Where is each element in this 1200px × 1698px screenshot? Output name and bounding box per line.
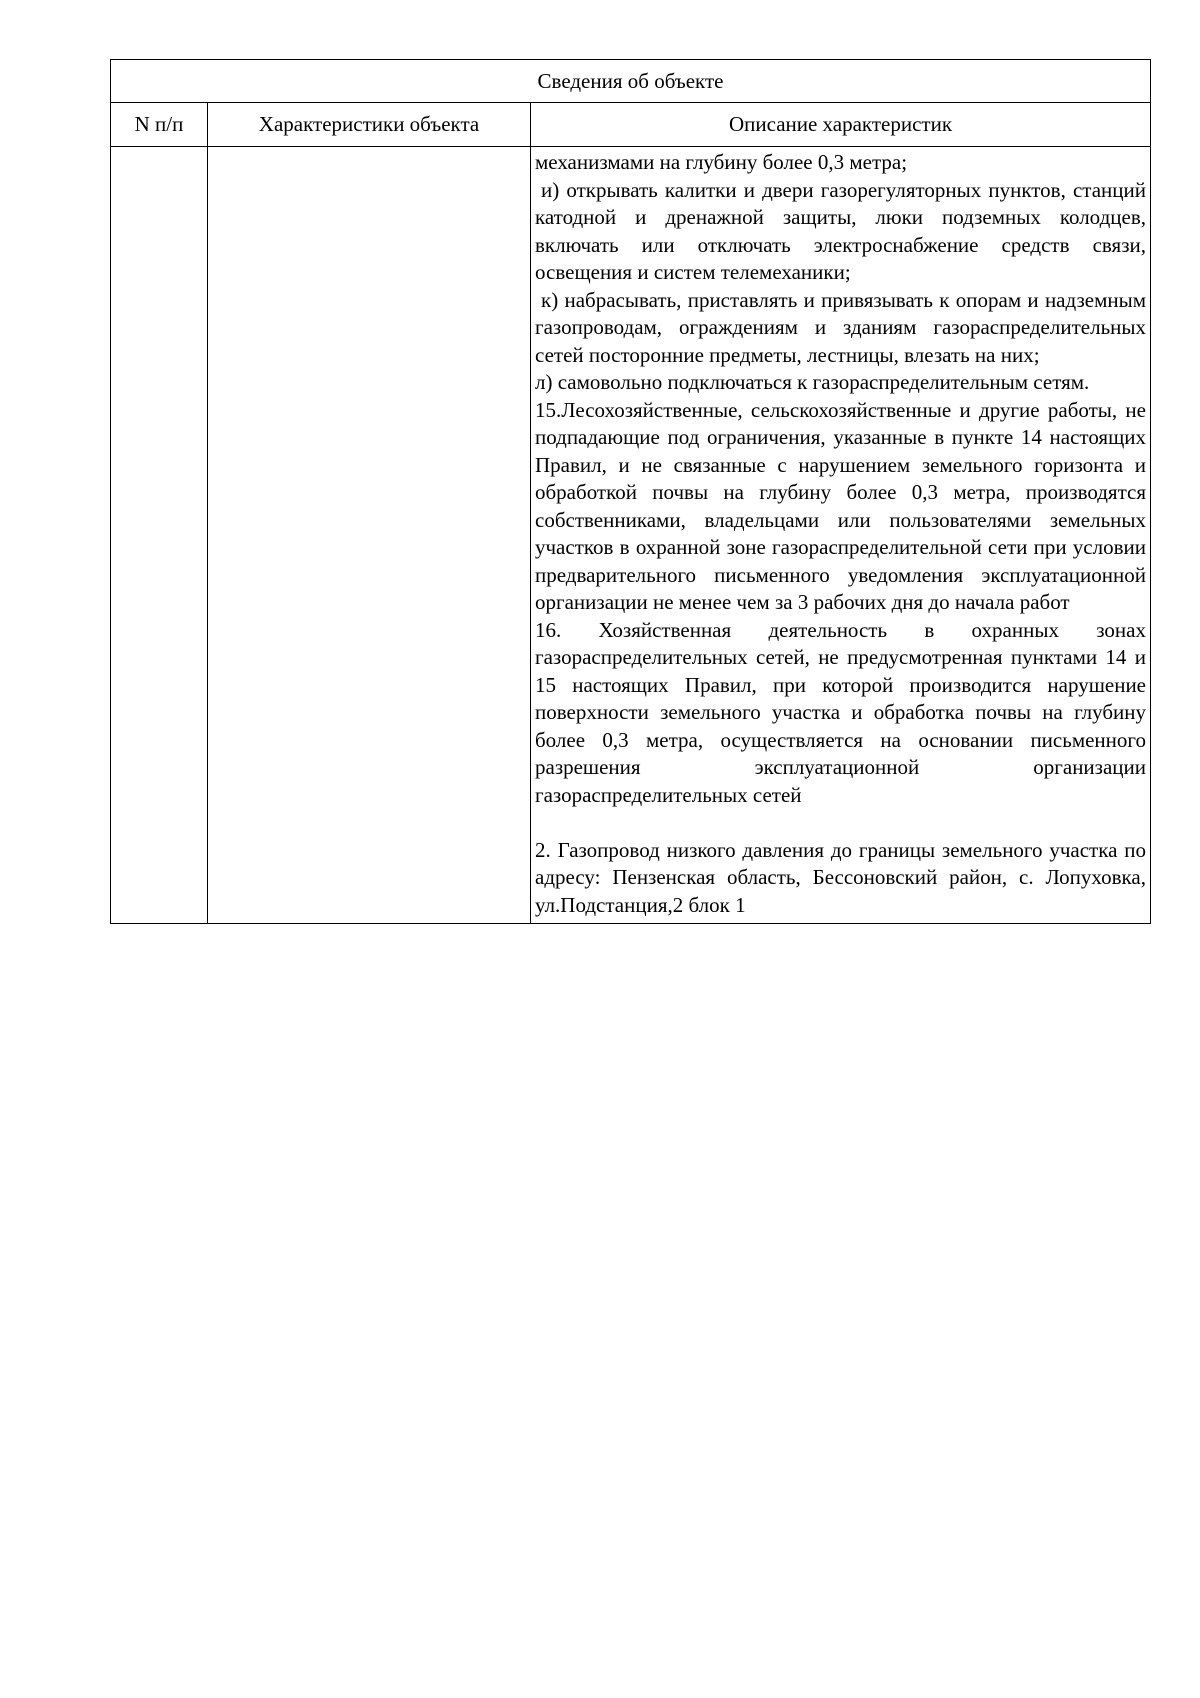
object-info-table: [110, 59, 1151, 924]
description-paragraph: 15.Лесохозяйственные, сельскохозяйственные и другие работы, не подпадающие под ограничения, указанные в пункте 14 настоящих Правил, и не связанные с нарушением земельного горизонта и обработкой почвы на глубину более 0,3 метра, производятся собственниками, владельцами или пользователями земельных участков в охранной зоне газораспределительной сети при условии предварительного письменного уведомления эксплуатационной организации не менее чем за 3 рабочих дня до начала работ: [535, 397, 1146, 614]
blank-line-spacer: [535, 809, 1146, 837]
description-paragraph: л) самовольно подключаться к газораспределительным сетям.: [535, 370, 1090, 394]
row-characteristics-cell: [208, 147, 531, 924]
description-paragraph: 16. Хозяйственная деятельность в охранных зонах газораспределительных сетей, не предусмотренная пунктами 14 и 15 настоящих Правил, при которой производится нарушение поверхности земельного участка и обработка почвы на глубину более 0,3 метра, осуществляется на основании письменного разрешения эксплуатационной организации газораспределительных сетей: [535, 617, 1146, 807]
row-number-cell: [111, 147, 208, 924]
row-description-cell: [531, 147, 1151, 924]
description-paragraph: механизмами на глубину более 0,3 метра;: [535, 150, 908, 174]
table-caption-row: [111, 60, 1151, 103]
table-header-row: [111, 103, 1151, 147]
description-paragraph: к) набрасывать, приставлять и привязывать к опорам и надземным газопроводам, ограждениям и зданиям газораспределительных сетей посторонние предметы, лестницы, влезать на них;: [535, 287, 1146, 367]
table-caption: Сведения об объекте: [111, 60, 1151, 103]
table-row: [111, 147, 1151, 924]
description-paragraph: и) открывать калитки и двери газорегуляторных пунктов, станций катодной и дренажной защиты, люки подземных колодцев, включать или отключать электроснабжение средств связи, освещения и систем телемеханики;: [535, 177, 1146, 284]
header-description: Описание характеристик: [531, 103, 1151, 147]
header-number: N п/п: [111, 103, 208, 147]
description-paragraph: 2. Газопровод низкого давления до границы земельного участка по адресу: Пензенская область, Бессоновский район, с. Лопуховка, ул.Подстанция,2 блок 1: [535, 837, 1146, 917]
header-characteristics: Характеристики объекта: [208, 103, 531, 147]
